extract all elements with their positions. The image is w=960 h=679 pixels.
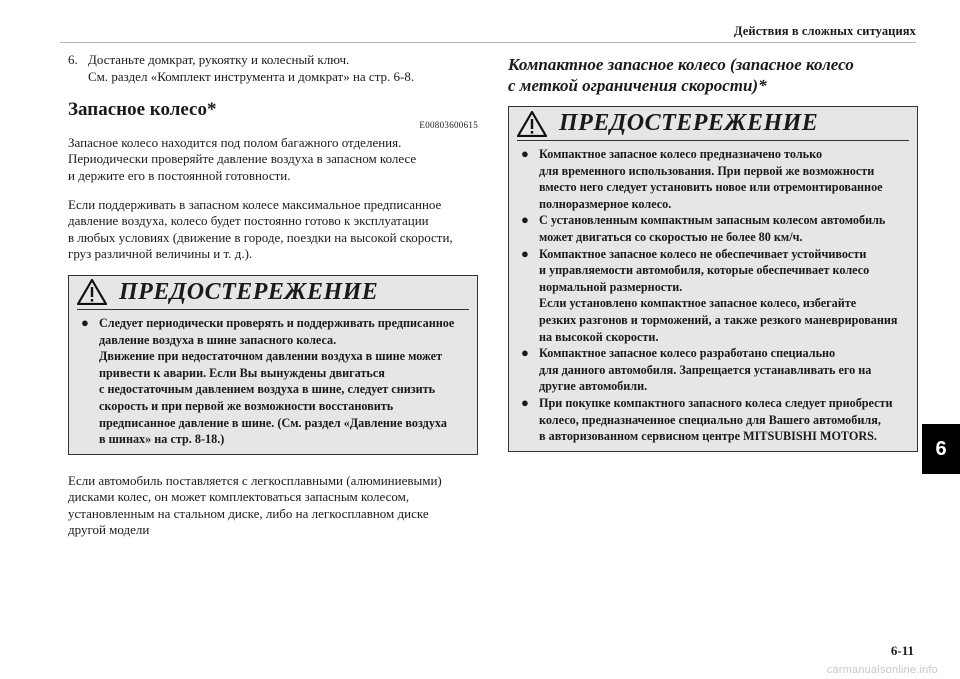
warning-item	[521, 246, 909, 346]
title-line: Компактное запасное колесо (запасное колесо	[508, 55, 854, 74]
text-line: нормальной размерности.	[539, 279, 683, 294]
chapter-tab: 6	[922, 424, 960, 474]
warning-heading: ПРЕДОСТЕРЕЖЕНИЕ	[559, 110, 819, 136]
text-line: Компактное запасное колесо разработано специально	[539, 346, 836, 361]
text-line: давление воздуха, колесо будет постоянно готово к эксплуатации	[68, 213, 429, 229]
warning-item	[521, 395, 909, 445]
step-line: Достаньте домкрат, рукоятку и колесный ключ.	[88, 52, 350, 67]
text-line: Компактное запасное колесо не обеспечивает устойчивости	[539, 246, 867, 261]
paragraph-alloy-wheels	[68, 473, 478, 539]
text-line: Движение при недостаточном давлении воздуха в шине может	[99, 349, 443, 364]
text-line: Если поддерживать в запасном колесе максимальное предписанное	[68, 196, 442, 212]
bullet-icon: ●	[81, 314, 89, 330]
text-line: полноразмерное колесо.	[539, 196, 672, 211]
warning-triangle-icon	[77, 279, 107, 305]
text-line: на высокой скорости.	[539, 329, 659, 344]
text-line: Периодически проверяйте давление воздуха в запасном колесе	[68, 151, 417, 167]
text-line: может двигаться со скоростью не более 80 км/ч.	[539, 229, 803, 244]
text-line: и держите его в постоянной готовности.	[68, 167, 291, 183]
paragraph-spare-pressure	[68, 197, 478, 263]
text-line: давление воздуха в шине запасного колеса.	[99, 332, 337, 347]
text-line: привести к аварии. Если Вы вынуждены двигаться	[99, 365, 385, 380]
text-line: резких разгонов и торможений, а также резкого маневрирования	[539, 312, 898, 327]
title-line: с меткой ограничения скорости)*	[508, 76, 767, 95]
warning-body	[69, 310, 477, 454]
bullet-icon: ●	[521, 345, 529, 361]
text-line: в шинах» на стр. 8-18.)	[99, 432, 225, 447]
text-line: скорость и при первой же возможности восстановить	[99, 398, 394, 413]
bullet-icon: ●	[521, 245, 529, 261]
text-line: дисками колес, он может комплектоваться запасным колесом,	[68, 489, 410, 505]
warning-item	[81, 315, 469, 448]
step-reference: См. раздел «Комплект инструмента и домкрат» на стр. 6-8.	[88, 68, 415, 84]
warning-item	[521, 212, 909, 245]
step-6	[68, 52, 478, 85]
text-line: для данного автомобиля. Запрещается устанавливать его на	[539, 362, 872, 377]
text-line: Следует периодически проверять и поддерживать предписанное	[99, 315, 455, 330]
bullet-icon: ●	[521, 394, 529, 410]
text-line: другой модели	[68, 522, 150, 538]
section-title-compact-spare	[508, 54, 918, 96]
page-number: 6-11	[890, 643, 914, 658]
watermark: carmanualsonline.info	[826, 664, 938, 676]
text-line: Запасное колесо находится под полом багажного отделения.	[68, 134, 402, 150]
text-line: Если автомобиль поставляется с легкосплавными (алюминиевыми)	[68, 472, 442, 488]
section-code: E00803600615	[419, 120, 478, 131]
warning-item	[521, 345, 909, 395]
left-column	[68, 52, 478, 551]
running-header: Действия в сложных ситуациях	[733, 24, 916, 38]
bullet-icon: ●	[521, 146, 529, 161]
text-line: для временного использования. При первой же возможности	[539, 163, 875, 178]
text-line: и управляемости автомобиля, которые обеспечивает колесо	[539, 263, 870, 278]
warning-body	[509, 141, 917, 451]
section-title-spare-wheel: Запасное колесо*	[68, 99, 217, 121]
warning-item	[521, 146, 909, 212]
warning-box-left	[68, 275, 478, 455]
warning-heading: ПРЕДОСТЕРЕЖЕНИЕ	[119, 279, 379, 306]
warning-box-right	[508, 106, 918, 452]
text-line: колесо, предназначенное специально для Вашего автомобиля,	[539, 412, 881, 427]
bullet-icon: ●	[521, 212, 529, 228]
text-line: установленным на стальном диске, либо на легкосплавном диске	[68, 505, 429, 521]
text-line: При покупке компактного запасного колеса следует приобрести	[539, 395, 893, 410]
text-line: С установленным компактным запасным колесом автомобиль	[539, 213, 886, 228]
text-line: другие автомобили.	[539, 379, 648, 394]
text-line: Если установлено компактное запасное колесо, избегайте	[539, 296, 857, 311]
warning-header	[69, 276, 477, 309]
text-line: Компактное запасное колесо предназначено только	[539, 147, 823, 161]
right-column	[508, 54, 918, 452]
header-divider	[60, 42, 916, 43]
text-line: предписанное давление в шине. (См. раздел «Давление воздуха	[99, 415, 447, 430]
text-line: с недостаточным давлением воздуха в шине, следует снизить	[99, 382, 436, 397]
step-number: 6.	[68, 52, 78, 67]
text-line: груз различной величины и т. д.).	[68, 246, 253, 262]
text-line: вместо него следует установить новое или отремонтированное	[539, 180, 883, 195]
warning-triangle-icon	[517, 111, 547, 137]
paragraph-spare-location	[68, 135, 478, 185]
warning-header	[509, 107, 917, 140]
text-line: в любых условиях (движение в городе, поездки на высокой скорости,	[68, 229, 453, 245]
text-line: в авторизованном сервисном центре MITSUBISHI MOTORS.	[539, 429, 877, 444]
